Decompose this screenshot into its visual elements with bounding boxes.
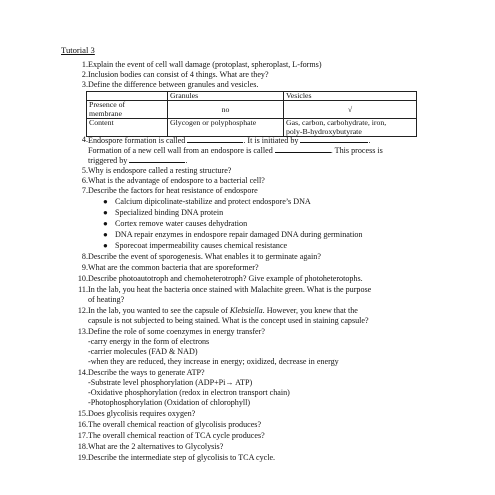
question-19: Describe the intermediate step of glycolisis to TCA cycle. [88,453,276,462]
table-cell-vesicles-membrane: √ [284,101,417,119]
item-number: 14. [77,368,88,377]
question-11-line-1: In the lab, you heat the bacteria once stained with Malachite green. What is the purpose [88,285,372,294]
question-7: Describe the factors for heat resistance of endospore [88,186,258,195]
item-number: 3. [81,80,88,89]
bullet-icon: ● [103,197,108,206]
item-number: 8. [81,252,88,261]
question-14: Describe the ways to generate ATP? [88,368,205,377]
question-8: Describe the event of sporogenesis. What enables it to germinate again? [88,252,321,261]
question-15: Does glycolisis requires oxygen? [88,409,196,418]
bullet-icon: ● [103,219,108,228]
item-number: 17. [77,431,88,440]
answer-blank[interactable] [129,155,185,163]
question-9: What are the common bacteria that are sporeformer? [88,263,259,272]
item-number: 1. [81,60,88,69]
answer-blank[interactable] [300,135,368,143]
bullet-item: DNA repair enzymes in endospore repair damaged DNA during germination [115,230,363,239]
question-16: The overall chemical reaction of glycolisis produces? [88,420,262,429]
item-number: 6. [81,176,88,185]
answer-line: -Oxidative phosphorylation (redox in electron transport chain) [88,388,290,397]
question-18: What are the 2 alternatives to Glycolysis? [88,442,224,451]
table-cell-vesicles-content: Gas, carbon, carbohydrate, iron, poly-B-hydroxybutyrate [284,119,417,137]
question-4-line-1: Endospore formation is called . It is initiated by . [88,136,371,145]
question-12-line-2: capsule is not subjected to being stained. What is the concept used in staining capsule? [88,316,369,325]
question-2: Inclusion bodies can consist of 4 things. What are they? [88,70,269,79]
item-number: 18. [77,442,88,451]
item-number: 7. [81,186,88,195]
item-number: 16. [77,420,88,429]
table-cell-granules-membrane: no [168,101,284,119]
answer-line: -when they are reduced, they increase in energy; oxidized, decrease in energy [88,357,339,366]
answer-line: -Photophosphorylation (Oxidation of chlorophyll) [88,398,251,407]
table-row-label-content: Content [87,119,168,137]
item-number: 2. [81,70,88,79]
bullet-icon: ● [103,241,108,250]
answer-line: -Substrate level phosphorylation (ADP+Pi→ ATP) [88,378,253,387]
granules-vesicles-table [86,91,417,137]
bullet-item: Calcium dipicolinate-stabilize and protect endospore’s DNA [115,197,311,206]
table-header-vesicles: Vesicles [284,92,417,101]
answer-line: -carrier molecules (FAD & NAD) [88,347,198,356]
species-name: Klebsiella [229,306,263,315]
table-header-granules: Granules [168,92,284,101]
answer-blank[interactable] [187,135,243,143]
question-11-line-2: of heating? [88,295,125,304]
page-title: Tutorial 3 [61,45,95,55]
table-row-label-membrane: Presence of membrane [87,101,168,119]
table-cell-granules-content: Glycogen or polyphosphate [168,119,284,137]
item-number: 10. [77,274,88,283]
item-number: 15. [77,409,88,418]
question-5: Why is endospore called a resting structure? [88,166,232,175]
question-3: Define the difference between granules and vesicles. [88,80,259,89]
item-number: 11. [78,285,88,294]
question-1: Explain the event of cell wall damage (protoplast, spheroplast, L-forms) [88,60,322,69]
question-13: Define the role of some coenzymes in energy transfer? [88,327,265,336]
bullet-item: Sporecoat impermeability causes chemical resistance [115,241,288,250]
item-number: 13. [77,327,88,336]
bullet-item: Specialized binding DNA protein [115,208,224,217]
bullet-icon: ● [103,230,108,239]
answer-line: -carry energy in the form of electrons [88,337,210,346]
item-number: 19. [77,453,88,462]
question-4-line-3: triggered by . [88,156,188,165]
question-4-line-2: Formation of a new cell wall from an endospore is called . This process is [88,146,383,155]
answer-blank[interactable] [275,145,331,153]
bullet-icon: ● [103,208,108,217]
item-number: 9. [81,263,88,272]
item-number: 4. [81,135,88,144]
bullet-item: Cortex remove water causes dehydration [115,219,248,228]
item-number: 5. [81,166,88,175]
question-10: Describe photoautotroph and chemoheterotroph? Give example of photoheterotophs. [88,274,363,283]
item-number: 12. [77,306,88,315]
question-12-line-1: In the lab, you wanted to see the capsule of Klebsiella. However, you knew that the [88,306,358,315]
question-17: The overall chemical reaction of TCA cycle produces? [88,431,265,440]
question-6: What is the advantage of endospore to a bacterial cell? [88,176,265,185]
